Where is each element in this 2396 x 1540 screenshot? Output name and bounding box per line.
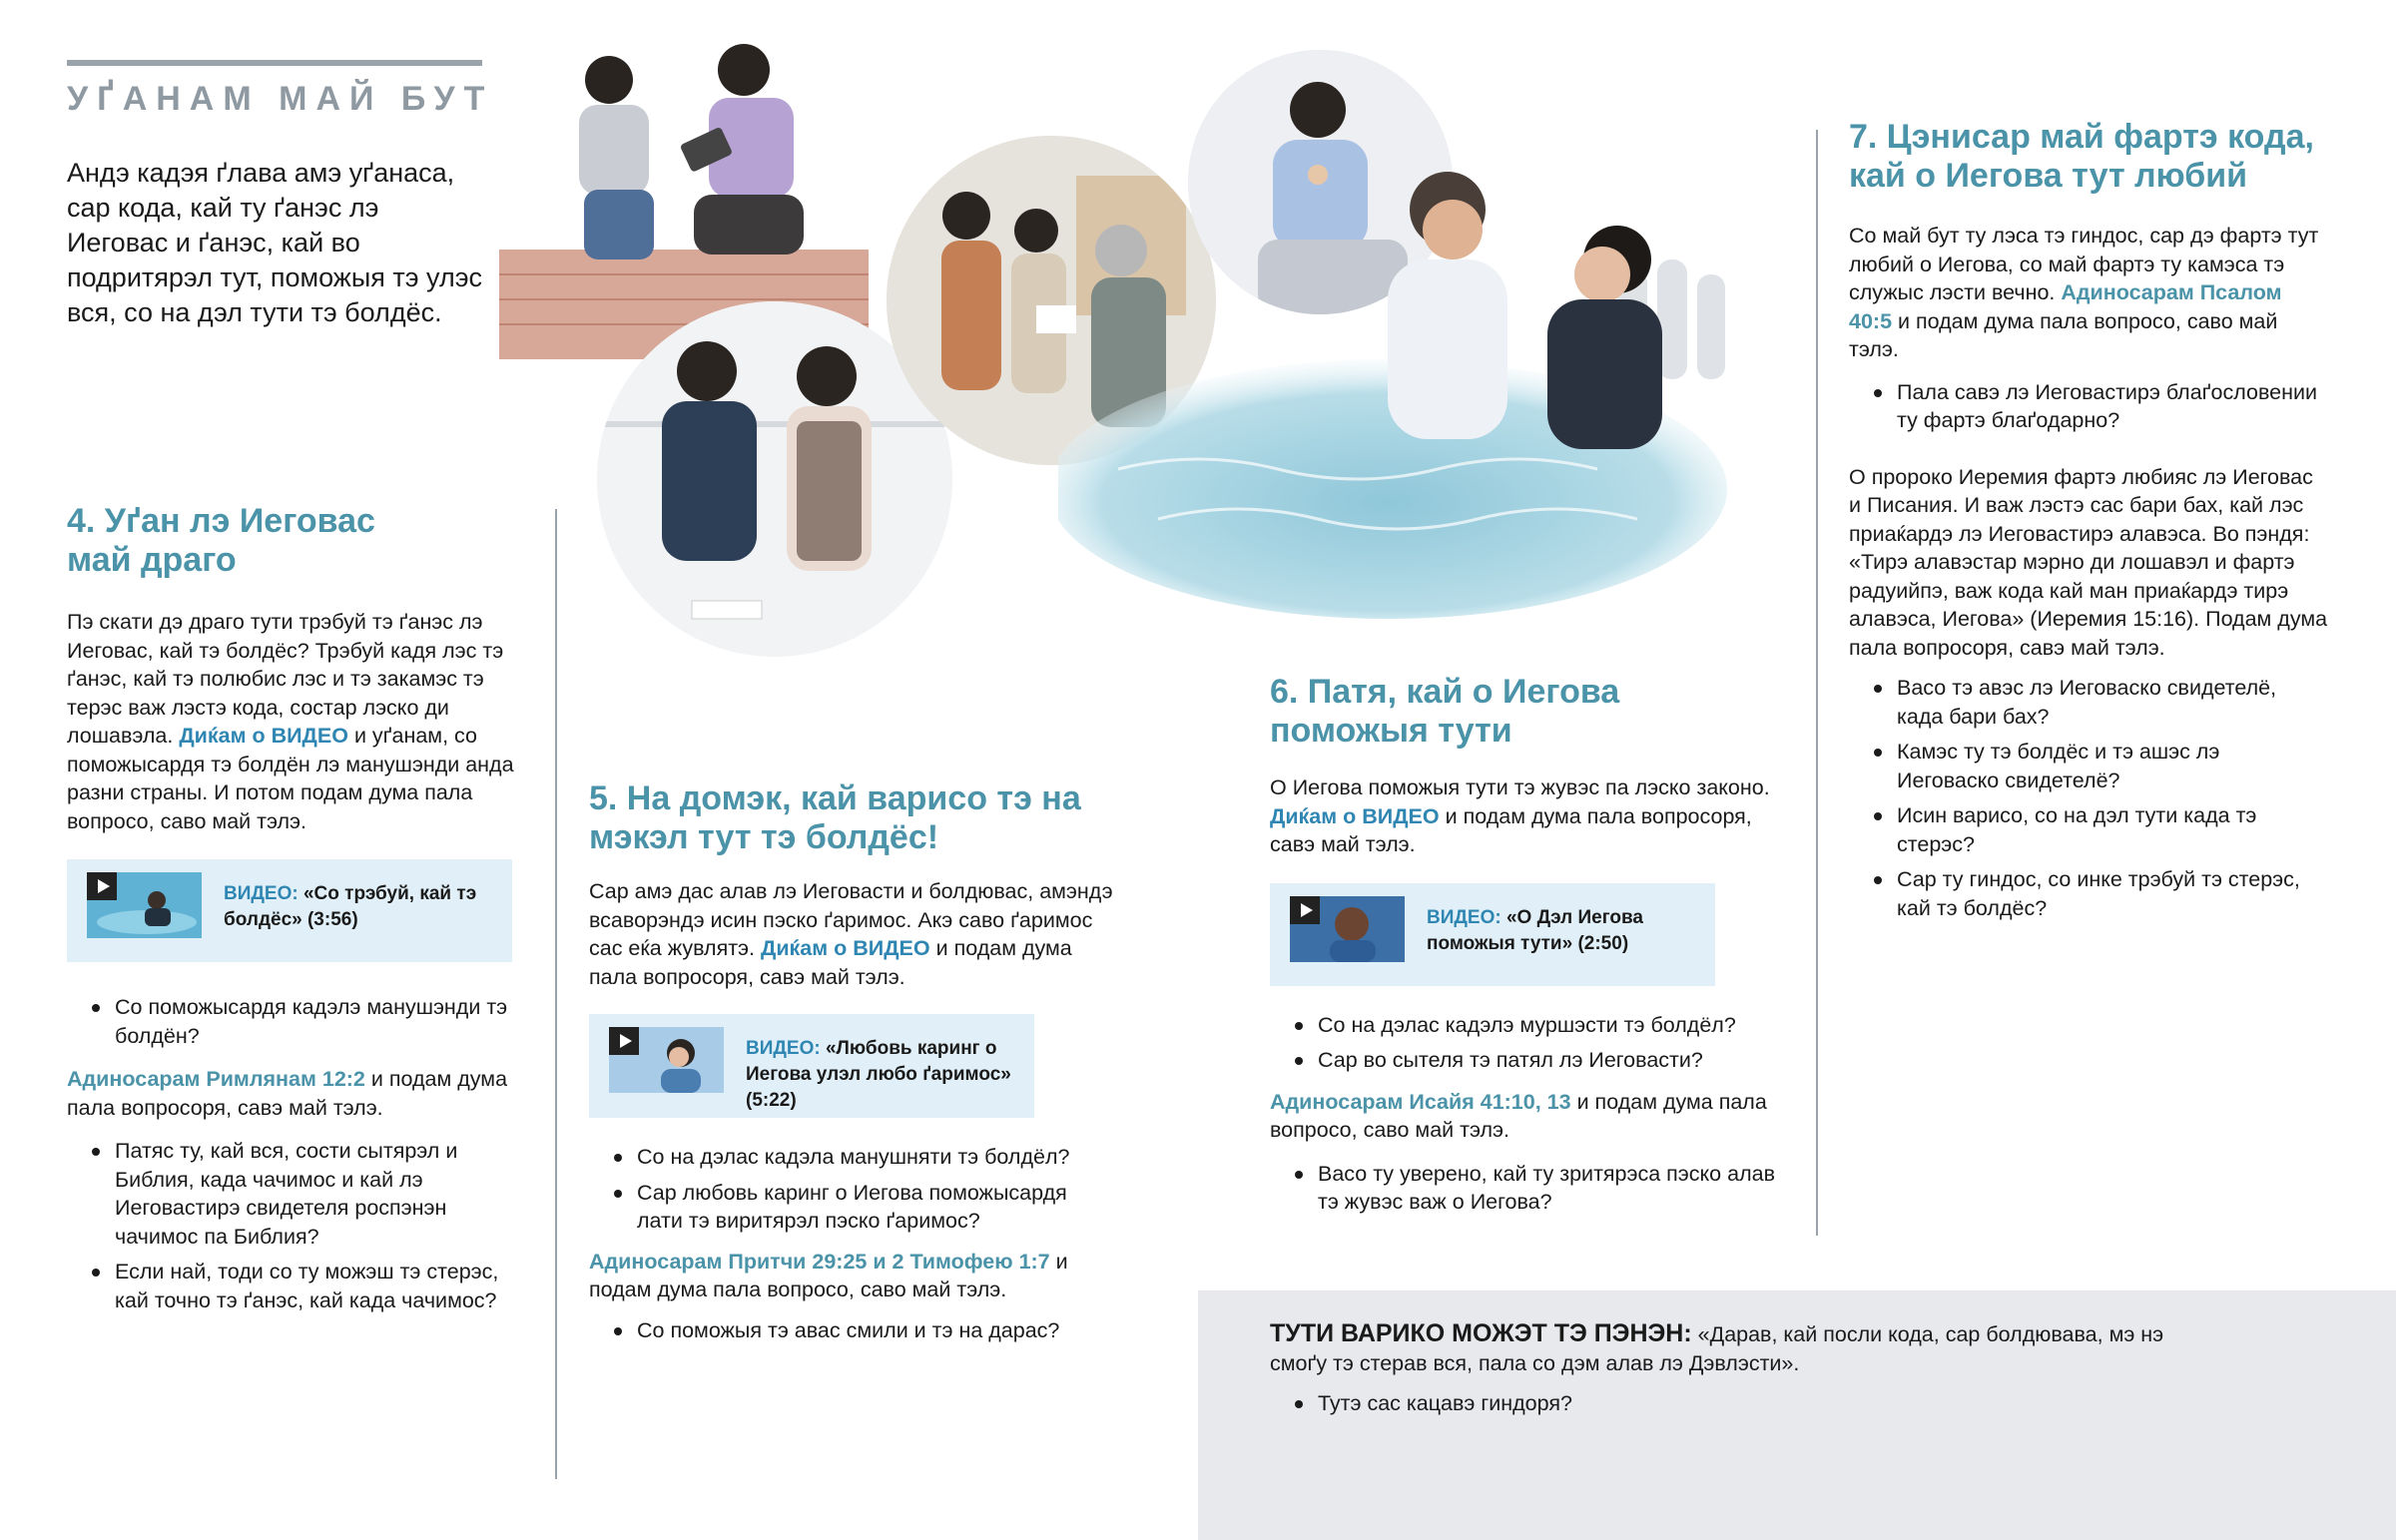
video-title: «Любовь каринг о Иегова улэл любо ґаримос» (5:22) [746,1038,1011,1111]
video-label: ВИДЕО: [224,883,299,904]
question-item: Васо ту уверено, кай ту зритярэса пэско алав тэ жувэс важ о Иегова? [1270,1160,1787,1217]
watch-video-link[interactable]: Диќам о ВИДЕО [179,724,348,748]
section-5-title: 5. На домэк, кай варисо тэ на мэкэл тут тэ болдёс! [589,779,1081,856]
video-thumbnail [1290,896,1405,962]
section-5-text-tail: и подам дума пала вопросоря, савэ май тэлэ. [589,936,1072,989]
play-icon[interactable] [609,1027,639,1055]
objection-lead: ТУТИ ВАРИКО МОЖЭТ ТЭ ПЭНЭН: [1270,1319,1692,1347]
objection-block [1270,1319,2188,1425]
question-item: Васо тэ авэс лэ Иеговаско свидетелё, када бари бах? [1849,674,2326,731]
question-item: Со на дэлас кадэлэ муршэсти тэ болдёл? [1270,1011,1789,1040]
video-label: ВИДЕО: [1427,906,1501,928]
video-title: «О Дэл Иегова поможыя тути» (2:50) [1427,906,1644,954]
video-card[interactable] [67,859,512,962]
instruction-text: и подам дума пала вопросо, саво май тэлэ. [1270,1089,1767,1142]
section-7-text-tail: и подам дума пала вопросо, саво май тэлэ. [1849,308,2278,361]
watch-video-link[interactable]: Диќам о ВИДЕО [761,936,930,960]
scripture-link[interactable]: Адиносарам Исайя 41:10, 13 [1270,1089,1571,1114]
section-4-text-tail: и уґанам, со поможысардя тэ болдён лэ манушэнди анда разни страны. И потом подам дума пала вопросо, саво май тэлэ. [67,724,514,833]
section-5 [589,779,1128,1351]
instruction-text: и подам дума пала вопросоря, савэ май тэлэ. [67,1067,508,1120]
video-label: ВИДЕО: [746,1038,821,1059]
objection-quote: «Дарав, кай посли кода, сар болдювава, мэ нэ смоґу тэ стерав вся, пала со дэм алав лэ Дэвлэсти». [1270,1322,2164,1375]
section-7 [1849,118,2333,929]
question-item: Если най, тоди со ту можэш тэ стерэс, кай точно тэ ґанэс, кай када чачимос? [67,1258,526,1314]
video-card[interactable] [589,1014,1034,1118]
header-rule [67,60,482,66]
watch-video-link[interactable]: Диќам о ВИДЕО [1270,803,1440,828]
question-item: Сар ту гиндос, со инке трэбуй тэ стерэс, кай тэ болдёс? [1849,865,2326,922]
section-6-text-tail: и подам дума пала вопросоря, савэ май тэлэ. [1270,803,1752,856]
section-4-text: Пэ скати дэ драго тути трэбуй тэ ґанэс лэ Иеговас, кай тэ болдёс? Трэбуй кадя лэс тэ ґанэс, кай тэ полюбис лэс и тэ закамэс тэ терэс важ лэстэ кода, состар лэско ди лошавэла. [67,610,504,748]
question-item: Сар во сытеля тэ патял лэ Иеговасти? [1270,1046,1789,1075]
section-4 [67,502,526,1321]
question-item: Тутэ сас кацавэ гиндоря? [1270,1389,2188,1418]
question-item: Камэс ту тэ болдёс и тэ ашэс лэ Иеговаско свидетелё? [1849,738,2326,794]
baptism-illustration [1058,150,1807,629]
play-icon[interactable] [1290,896,1320,924]
video-thumbnail [87,872,202,938]
column-divider-1 [555,509,557,1479]
video-thumbnail [609,1027,724,1093]
question-item: Со поможыя тэ авас смили и тэ на дарас? [589,1316,1128,1345]
section-7-title: 7. Цэнисар май фартэ кода, кай о Иегова тут любий [1849,118,2314,195]
question-item: Со на дэлас кадэла манушняти тэ болдёл? [589,1143,1128,1172]
question-item: Патяс ту, кай вся, сости сытярэл и Библия, када чачимос и кай лэ Иеговастирэ свидетеля роспэнэн чачимос па Библия? [67,1137,526,1251]
scripture-link[interactable]: Адиносарам Псалом 40:5 [1849,280,2282,333]
question-item: Исин варисо, со на дэл тути када тэ стерэс? [1849,801,2326,858]
section-7-text: Со май бут ту лэса тэ гиндос, сар дэ фартэ тут любий о Иегова, со май фартэ ту камэса тэ служыс лэсти вечно. [1849,224,2319,304]
section-6-text: О Иегова поможыя тути тэ жувэс па лэско законо. [1270,775,1770,799]
question-item: Со поможысардя кадэлэ манушэнди тэ болдён? [67,993,526,1050]
section-4-title: 4. Уґан лэ Иеговас май драго [67,502,375,579]
intro-paragraph: Андэ кадэя ґлава амэ уґанаса, сар кода, кай ту ґанэс лэ Иеговас и ґанэс, кай во подритярэл тут, поможыя тэ улэс вся, со на дэл тути тэ болдёс. [67,158,482,327]
video-card[interactable] [1270,883,1715,986]
section-7-paragraph: О пророко Иеремия фартэ любияс лэ Иеговас и Писания. И важ лэстэ сас бари бах, кай лэс приаќардэ лэ Иеговастирэ алавэса. Во пэндя: «Тирэ алавэстар мэрно ди лошавэл и фартэ радуийпэ, важ кода кай ман приаќардэ тирэ алавэса, Иегова» (Иеремия 15:16). Подам дума пала вопросоря, савэ май тэлэ. [1849,464,2328,660]
section-6-title: 6. Патя, кай о Иегова поможыя тути [1270,673,1620,750]
video-title: «Со трэбуй, кай тэ болдёс» (3:56) [224,883,477,930]
section-5-text: Сар амэ дас алав лэ Иеговасти и болдювас, амэндэ всаворэндэ исин пэско ґаримос. Акэ саво ґаримос сас еќа жувлятэ. [589,879,1113,960]
section-kicker: УҐАНАМ МАЙ БУТ [67,80,494,118]
column-divider-2 [1816,130,1818,1236]
scripture-link[interactable]: Адиносарам Римлянам 12:2 [67,1067,365,1091]
question-item: Пала савэ лэ Иеговастирэ блаґословении ту фартэ блаґодарно? [1849,378,2326,435]
play-icon[interactable] [87,872,117,900]
instruction-text: и подам дума пала вопросо, саво май тэлэ. [589,1249,1068,1301]
scripture-link[interactable]: Адиносарам Притчи 29:25 и 2 Тимофею 1:7 [589,1249,1050,1274]
question-item: Сар любовь каринг о Иегова поможысардя лати тэ виритярэл пэско ґаримос? [589,1179,1106,1236]
section-6 [1270,673,1789,1224]
